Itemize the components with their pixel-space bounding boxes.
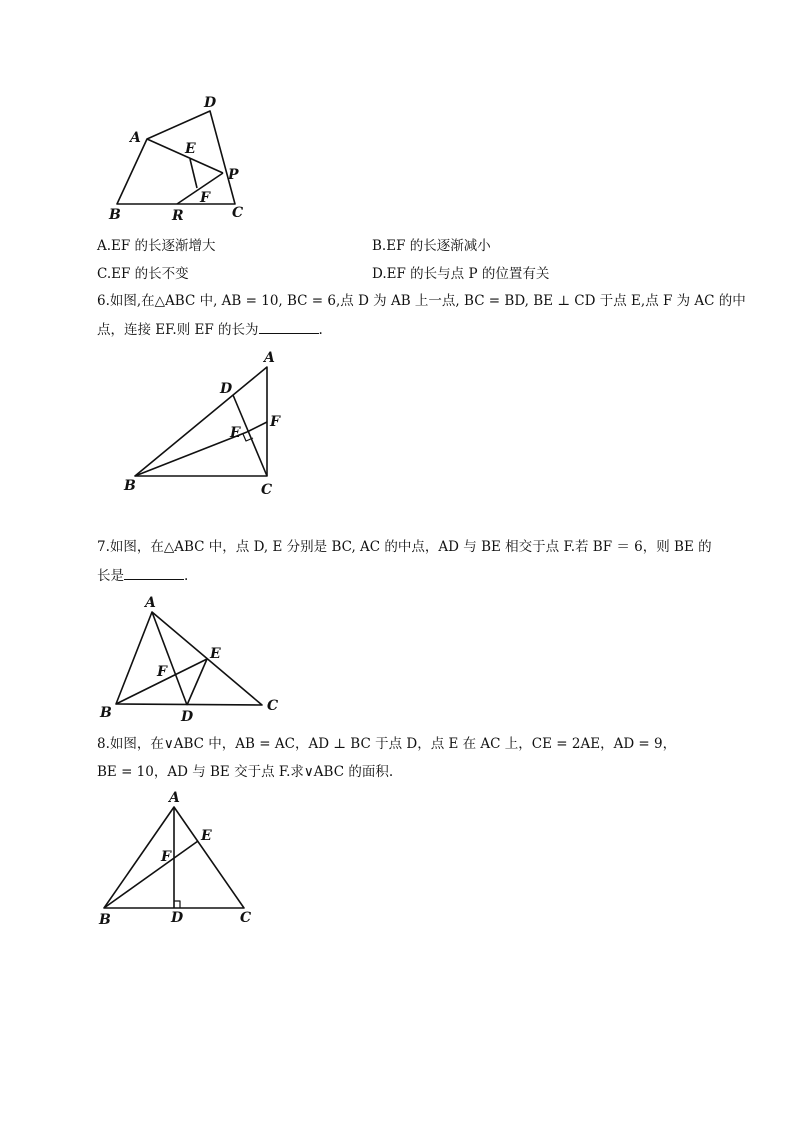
q7-diagram bbox=[95, 590, 295, 725]
q7-segment-de bbox=[187, 659, 207, 705]
q8-label-d: D bbox=[171, 910, 184, 926]
q5-label-b: B bbox=[109, 207, 121, 223]
q8-text-line2: BE = 10，AD 与 BE 交于点 F.求∨ABC 的面积. bbox=[97, 764, 394, 780]
q5-label-d: D bbox=[204, 95, 217, 111]
q5-label-e: E bbox=[185, 141, 196, 157]
q6-text-line2-end: . bbox=[318, 322, 323, 338]
q5-figure bbox=[100, 90, 260, 230]
q6-diagram bbox=[120, 345, 290, 505]
q7-label-b: B bbox=[100, 705, 112, 721]
q7-label-a: A bbox=[145, 595, 156, 611]
q8-text-line1: 8.如图，在∨ABC 中，AB = AC，AD ⊥ BC 于点 D，点 E 在 AC 上，CE = 2AE，AD = 9， bbox=[97, 736, 677, 752]
q5-diagram bbox=[100, 90, 260, 230]
q6-label-b: B bbox=[124, 478, 136, 494]
q8-label-a: A bbox=[169, 790, 180, 806]
q8-label-e: E bbox=[201, 828, 212, 844]
q7-text-line2-end: . bbox=[184, 568, 189, 584]
q8-label-f: F bbox=[161, 849, 171, 865]
q7-text-line2-start: 长是 bbox=[97, 568, 124, 584]
q5-option-b: B.EF 的长逐渐减小 bbox=[372, 238, 491, 254]
q7-label-e: E bbox=[210, 646, 221, 662]
q5-option-a: A.EF 的长逐渐增大 bbox=[97, 238, 216, 254]
q6-segment-ef bbox=[247, 422, 267, 432]
q7-triangle-abc bbox=[116, 612, 262, 705]
q6-label-f: F bbox=[270, 414, 280, 430]
q6-label-d: D bbox=[220, 381, 233, 397]
q7-label-f: F bbox=[157, 664, 167, 680]
q6-text-line2-start: 点，连接 EF.则 EF 的长为 bbox=[97, 322, 259, 338]
q5-option-d: D.EF 的长与点 P 的位置有关 bbox=[372, 266, 550, 282]
q8-right-angle-mark bbox=[174, 901, 180, 908]
q7-figure bbox=[95, 590, 295, 725]
q6-triangle-abc bbox=[135, 367, 267, 476]
q6-text-line2 bbox=[97, 319, 323, 340]
q7-text-line2 bbox=[97, 565, 188, 586]
q5-quadrilateral bbox=[117, 111, 235, 204]
q8-figure bbox=[95, 785, 265, 930]
q5-label-r: R bbox=[172, 208, 184, 224]
q6-figure bbox=[120, 345, 290, 505]
q6-label-e: E bbox=[230, 425, 241, 441]
q8-label-b: B bbox=[99, 912, 111, 928]
q5-label-c: C bbox=[232, 205, 244, 221]
q8-diagram bbox=[95, 785, 265, 930]
q6-answer-blank[interactable] bbox=[259, 319, 319, 334]
q5-option-c: C.EF 的长不变 bbox=[97, 266, 189, 282]
q7-text-line1: 7.如图，在△ABC 中，点 D, E 分别是 BC, AC 的中点，AD 与 BE 相交于点 F.若 BF ＝ 6，则 BE 的 bbox=[97, 539, 712, 555]
q8-segment-be bbox=[104, 841, 198, 908]
q5-label-a: A bbox=[130, 130, 141, 146]
q7-answer-blank[interactable] bbox=[124, 565, 184, 580]
q5-label-p: P bbox=[228, 167, 239, 183]
q7-label-d: D bbox=[181, 709, 194, 725]
q7-label-c: C bbox=[267, 698, 279, 714]
q5-segment-ef bbox=[190, 159, 197, 188]
q6-label-a: A bbox=[264, 350, 275, 366]
q5-label-f: F bbox=[200, 190, 210, 206]
q8-label-c: C bbox=[240, 910, 252, 926]
q6-label-c: C bbox=[261, 482, 273, 498]
q6-text-line1: 6.如图,在△ABC 中, AB = 10, BC = 6,点 D 为 AB 上一点, BC = BD, BE ⊥ CD 于点 E,点 F 为 AC 的中 bbox=[97, 293, 746, 309]
